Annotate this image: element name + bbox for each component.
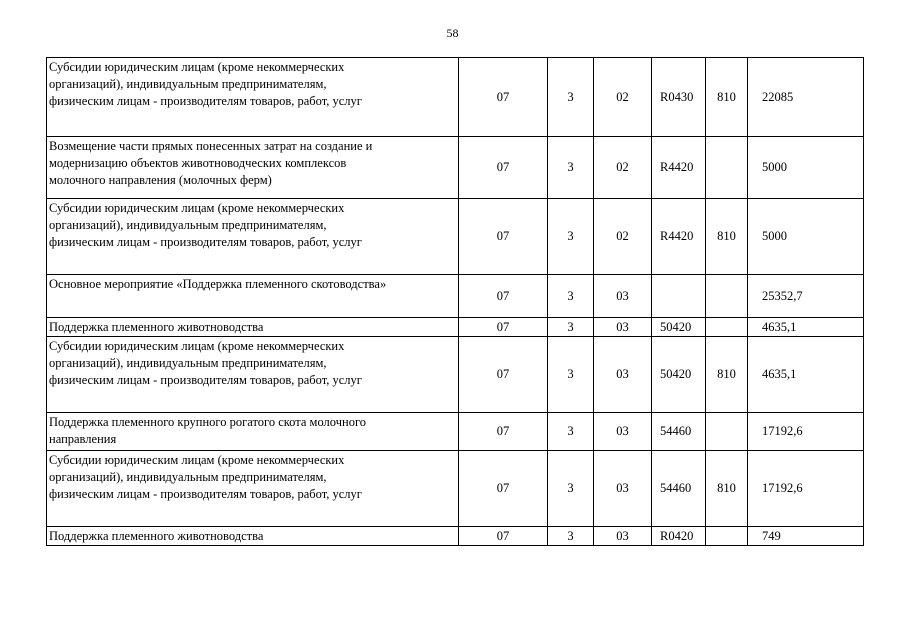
section-code: 07: [459, 199, 548, 275]
program-code: 03: [594, 275, 652, 318]
row-name: [47, 199, 459, 275]
row-name-line: организаций), индивидуальным предпринимателям,: [49, 470, 327, 484]
target-article-code: R4420: [652, 199, 706, 275]
row-name-line: физическим лицам - производителям товаров, работ, услуг: [49, 487, 362, 501]
subsection-code: 3: [548, 199, 594, 275]
row-name-line: физическим лицам - производителям товаров, работ, услуг: [49, 235, 362, 249]
subsection-code: 3: [548, 413, 594, 451]
section-code: 07: [459, 318, 548, 337]
section-code: 07: [459, 275, 548, 318]
expense-type-code: 810: [706, 337, 748, 413]
subsection-code: 3: [548, 58, 594, 137]
row-name-line: организаций), индивидуальным предпринимателям,: [49, 356, 327, 370]
subsection-code: 3: [548, 337, 594, 413]
subsection-code: 3: [548, 318, 594, 337]
row-name-line: организаций), индивидуальным предпринимателям,: [49, 218, 327, 232]
target-article-code: [652, 275, 706, 318]
expense-type-code: [706, 275, 748, 318]
expense-type-code: [706, 318, 748, 337]
row-name-line: организаций), индивидуальным предпринимателям,: [49, 77, 327, 91]
budget-table-body: [47, 58, 864, 546]
table-row: [47, 275, 864, 318]
program-code: 03: [594, 413, 652, 451]
table-row: [47, 413, 864, 451]
row-name: [47, 318, 459, 337]
program-code: 03: [594, 318, 652, 337]
table-row: [47, 337, 864, 413]
section-code: 07: [459, 413, 548, 451]
amount: 5000: [748, 137, 864, 199]
amount: 17192,6: [748, 413, 864, 451]
target-article-code: R0420: [652, 527, 706, 546]
row-name: [47, 413, 459, 451]
row-name: [47, 58, 459, 137]
table-row: [47, 527, 864, 546]
amount: 25352,7: [748, 275, 864, 318]
row-name: [47, 337, 459, 413]
table-row: [47, 451, 864, 527]
section-code: 07: [459, 137, 548, 199]
row-name: [47, 527, 459, 546]
page-number: 58: [446, 26, 459, 40]
expense-type-code: [706, 527, 748, 546]
row-name: [47, 275, 459, 318]
row-name-line: Субсидии юридическим лицам (кроме некоммерческих: [49, 339, 345, 353]
program-code: 03: [594, 527, 652, 546]
row-name-line: Поддержка племенного животноводства: [49, 320, 264, 334]
expense-type-code: 810: [706, 199, 748, 275]
subsection-code: 3: [548, 137, 594, 199]
target-article-code: 50420: [652, 337, 706, 413]
table-row: [47, 58, 864, 137]
row-name-line: модернизацию объектов животноводческих комплексов: [49, 156, 347, 170]
row-name: [47, 451, 459, 527]
amount: 17192,6: [748, 451, 864, 527]
row-name-line: Возмещение части прямых понесенных затрат на создание и: [49, 139, 373, 153]
amount: 4635,1: [748, 318, 864, 337]
amount: 4635,1: [748, 337, 864, 413]
amount: 749: [748, 527, 864, 546]
section-code: 07: [459, 58, 548, 137]
row-name-line: Поддержка племенного животноводства: [49, 529, 264, 543]
subsection-code: 3: [548, 451, 594, 527]
target-article-code: R0430: [652, 58, 706, 137]
row-name-line: направления: [49, 432, 117, 446]
table-row: [47, 318, 864, 337]
subsection-code: 3: [548, 275, 594, 318]
expense-type-code: 810: [706, 58, 748, 137]
program-code: 02: [594, 137, 652, 199]
program-code: 03: [594, 451, 652, 527]
expense-type-code: 810: [706, 451, 748, 527]
amount: 22085: [748, 58, 864, 137]
row-name-line: физическим лицам - производителям товаров, работ, услуг: [49, 94, 362, 108]
row-name-line: Поддержка племенного крупного рогатого скота молочного: [49, 415, 367, 429]
table-row: [47, 137, 864, 199]
target-article-code: R4420: [652, 137, 706, 199]
target-article-code: 54460: [652, 413, 706, 451]
amount: 5000: [748, 199, 864, 275]
subsection-code: 3: [548, 527, 594, 546]
expense-type-code: [706, 137, 748, 199]
target-article-code: 50420: [652, 318, 706, 337]
row-name-line: молочного направления (молочных ферм): [49, 173, 272, 187]
row-name-line: физическим лицам - производителям товаров, работ, услуг: [49, 373, 362, 387]
expense-type-code: [706, 413, 748, 451]
row-name-line: Основное мероприятие «Поддержка племенного скотоводства»: [49, 277, 387, 291]
section-code: 07: [459, 337, 548, 413]
row-name-line: Субсидии юридическим лицам (кроме некоммерческих: [49, 453, 345, 467]
section-code: 07: [459, 527, 548, 546]
row-name: [47, 137, 459, 199]
program-code: 03: [594, 337, 652, 413]
budget-table: [46, 57, 864, 546]
target-article-code: 54460: [652, 451, 706, 527]
program-code: 02: [594, 199, 652, 275]
program-code: 02: [594, 58, 652, 137]
table-row: [47, 199, 864, 275]
row-name-line: Субсидии юридическим лицам (кроме некоммерческих: [49, 201, 345, 215]
section-code: 07: [459, 451, 548, 527]
row-name-line: Субсидии юридическим лицам (кроме некоммерческих: [49, 60, 345, 74]
